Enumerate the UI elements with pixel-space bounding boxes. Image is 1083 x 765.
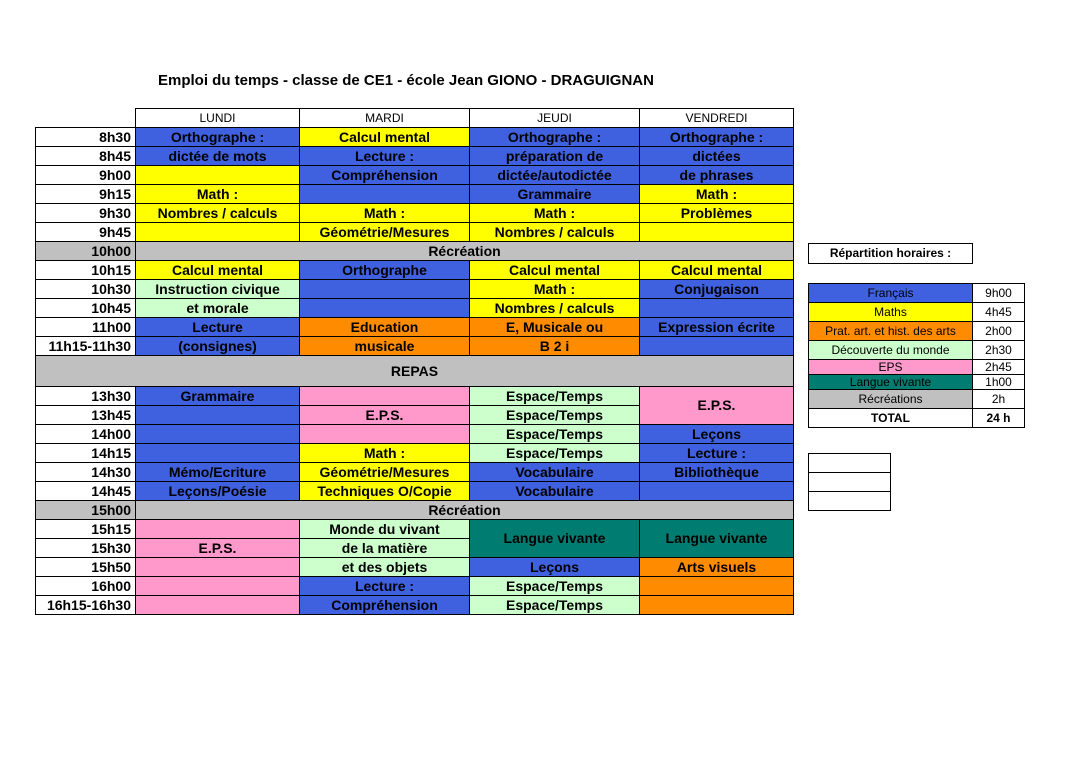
slot-cell: dictée/autodictée (470, 165, 640, 184)
repartition-hours: 2h45 (973, 360, 1025, 375)
slot-cell (640, 336, 794, 355)
slot-cell: Géométrie/Mesures (300, 222, 470, 241)
table-row (36, 260, 794, 279)
day-header: MARDI (300, 109, 470, 128)
slot-cell: Espace/Temps (470, 443, 640, 462)
repartition-row (809, 341, 1025, 360)
table-row (36, 557, 794, 576)
time-cell: 15h00 (36, 500, 136, 519)
repartition-hours: 1h00 (973, 375, 1025, 390)
empty-table (808, 453, 891, 511)
repartition-hours: 4h45 (973, 303, 1025, 322)
time-cell: 15h15 (36, 519, 136, 538)
slot-cell (300, 279, 470, 298)
empty-cell (809, 454, 891, 473)
slot-cell: Langue vivante (470, 519, 640, 557)
slot-cell: Grammaire (136, 386, 300, 405)
repartition-subject: Prat. art. et hist. des arts (809, 322, 973, 341)
table-row (36, 298, 794, 317)
slot-cell: de phrases (640, 165, 794, 184)
slot-cell: Lecture (136, 317, 300, 336)
table-row (36, 481, 794, 500)
slot-cell: Espace/Temps (470, 576, 640, 595)
slot-cell: Vocabulaire (470, 462, 640, 481)
slot-cell: Orthographe : (136, 127, 300, 146)
slot-cell (136, 222, 300, 241)
slot-cell: Lecture : (640, 443, 794, 462)
repartition-row (809, 409, 1025, 428)
table-row (36, 279, 794, 298)
empty-row (809, 454, 891, 473)
repartition-subject: TOTAL (809, 409, 973, 428)
time-cell: 16h00 (36, 576, 136, 595)
slot-cell (640, 595, 794, 614)
page-title: Emploi du temps - classe de CE1 - école Jean GIONO - DRAGUIGNAN (158, 72, 654, 89)
slot-cell: Géométrie/Mesures (300, 462, 470, 481)
slot-cell: Math : (300, 443, 470, 462)
empty-cell (809, 473, 891, 492)
slot-cell (136, 424, 300, 443)
slot-cell (136, 165, 300, 184)
slot-cell: Vocabulaire (470, 481, 640, 500)
repartition-row (809, 322, 1025, 341)
repartition-row (809, 303, 1025, 322)
repartition-hours: 24 h (973, 409, 1025, 428)
slot-cell: et morale (136, 298, 300, 317)
slot-cell: Orthographe : (640, 127, 794, 146)
time-cell: 11h00 (36, 317, 136, 336)
slot-cell: Espace/Temps (470, 405, 640, 424)
slot-cell (640, 222, 794, 241)
slot-cell: Math : (470, 203, 640, 222)
slot-cell (136, 519, 300, 538)
slot-cell: Mémo/Ecriture (136, 462, 300, 481)
slot-cell: Grammaire (470, 184, 640, 203)
table-row (36, 317, 794, 336)
table-row (36, 165, 794, 184)
time-cell: 14h30 (36, 462, 136, 481)
slot-cell: Calcul mental (640, 260, 794, 279)
recreation-cell: Récréation (136, 500, 794, 519)
slot-cell: E.P.S. (640, 386, 794, 424)
repartition-subject: EPS (809, 360, 973, 375)
time-cell: 13h45 (36, 405, 136, 424)
slot-cell: Compréhension (300, 595, 470, 614)
repartition-subject: Français (809, 284, 973, 303)
slot-cell: Nombres / calculs (136, 203, 300, 222)
slot-cell: et des objets (300, 557, 470, 576)
table-row (36, 576, 794, 595)
slot-cell: Arts visuels (640, 557, 794, 576)
slot-cell: Espace/Temps (470, 386, 640, 405)
time-cell: 10h15 (36, 260, 136, 279)
corner-cell (36, 109, 136, 128)
slot-cell: musicale (300, 336, 470, 355)
slot-cell: Leçons (470, 557, 640, 576)
slot-cell (300, 184, 470, 203)
slot-cell: dictées (640, 146, 794, 165)
repartition-subject: Langue vivante (809, 375, 973, 390)
time-cell: 9h15 (36, 184, 136, 203)
table-row (36, 203, 794, 222)
slot-cell: Techniques O/Copie (300, 481, 470, 500)
repartition-row (809, 360, 1025, 375)
repartition-row (809, 284, 1025, 303)
slot-cell: E, Musicale ou (470, 317, 640, 336)
slot-cell: Calcul mental (136, 260, 300, 279)
repas-row (36, 355, 794, 386)
slot-cell: Orthographe : (470, 127, 640, 146)
slot-cell: Nombres / calculs (470, 222, 640, 241)
slot-cell: Expression écrite (640, 317, 794, 336)
time-cell: 10h00 (36, 241, 136, 260)
slot-cell: préparation de (470, 146, 640, 165)
day-header: LUNDI (136, 109, 300, 128)
time-cell: 9h30 (36, 203, 136, 222)
time-cell: 16h15-16h30 (36, 595, 136, 614)
time-cell: 14h45 (36, 481, 136, 500)
slot-cell (300, 298, 470, 317)
header-row (36, 109, 794, 128)
slot-cell: Calcul mental (300, 127, 470, 146)
recreation-cell: Récréation (136, 241, 794, 260)
table-row (36, 127, 794, 146)
slot-cell: B 2 i (470, 336, 640, 355)
repartition-subject: Découverte du monde (809, 341, 973, 360)
time-cell: 15h30 (36, 538, 136, 557)
empty-cell (809, 492, 891, 511)
time-cell: 10h30 (36, 279, 136, 298)
empty-row (809, 473, 891, 492)
slot-cell: Monde du vivant (300, 519, 470, 538)
slot-cell: Math : (136, 184, 300, 203)
slot-cell: Calcul mental (470, 260, 640, 279)
slot-cell: Leçons (640, 424, 794, 443)
slot-cell: Education (300, 317, 470, 336)
time-cell: 15h50 (36, 557, 136, 576)
repartition-hours: 2h00 (973, 322, 1025, 341)
repartition-subject: Maths (809, 303, 973, 322)
slot-cell: Compréhension (300, 165, 470, 184)
slot-cell: Math : (640, 184, 794, 203)
slot-cell: (consignes) (136, 336, 300, 355)
day-header: JEUDI (470, 109, 640, 128)
slot-cell (136, 576, 300, 595)
slot-cell: Leçons/Poésie (136, 481, 300, 500)
slot-cell: Conjugaison (640, 279, 794, 298)
repartition-hours: 9h00 (973, 284, 1025, 303)
table-row (36, 222, 794, 241)
recreation-row (36, 241, 794, 260)
slot-cell (640, 481, 794, 500)
slot-cell: Lecture : (300, 146, 470, 165)
repartition-hours: 2h (973, 390, 1025, 409)
slot-cell (640, 576, 794, 595)
table-row (36, 519, 794, 538)
slot-cell: Espace/Temps (470, 595, 640, 614)
slot-cell: Bibliothèque (640, 462, 794, 481)
slot-cell: Math : (300, 203, 470, 222)
repas-cell: REPAS (36, 355, 794, 386)
table-row (36, 146, 794, 165)
day-header: VENDREDI (640, 109, 794, 128)
slot-cell (136, 595, 300, 614)
repartition-subject: Récréations (809, 390, 973, 409)
time-cell: 14h00 (36, 424, 136, 443)
slot-cell: Espace/Temps (470, 424, 640, 443)
time-cell: 10h45 (36, 298, 136, 317)
repartition-table (808, 283, 1025, 428)
slot-cell (136, 405, 300, 424)
slot-cell: Nombres / calculs (470, 298, 640, 317)
time-cell: 13h30 (36, 386, 136, 405)
time-cell: 11h15-11h30 (36, 336, 136, 355)
timetable (35, 108, 794, 615)
slot-cell: Orthographe (300, 260, 470, 279)
slot-cell (300, 386, 470, 405)
slot-cell (136, 557, 300, 576)
slot-cell (136, 443, 300, 462)
repartition-row (809, 375, 1025, 390)
slot-cell: Problèmes (640, 203, 794, 222)
slot-cell: E.P.S. (300, 405, 470, 424)
time-cell: 8h45 (36, 146, 136, 165)
slot-cell (640, 298, 794, 317)
table-row (36, 462, 794, 481)
slot-cell: Langue vivante (640, 519, 794, 557)
slot-cell: dictée de mots (136, 146, 300, 165)
table-row (36, 443, 794, 462)
table-row (36, 424, 794, 443)
slot-cell (300, 424, 470, 443)
time-cell: 9h00 (36, 165, 136, 184)
repartition-row (809, 390, 1025, 409)
repartition-hours: 2h30 (973, 341, 1025, 360)
time-cell: 8h30 (36, 127, 136, 146)
slot-cell: de la matière (300, 538, 470, 557)
recreation-row (36, 500, 794, 519)
table-row (36, 336, 794, 355)
slot-cell: Math : (470, 279, 640, 298)
table-row (36, 595, 794, 614)
empty-row (809, 492, 891, 511)
table-row (36, 184, 794, 203)
table-row (36, 386, 794, 405)
slot-cell: Lecture : (300, 576, 470, 595)
slot-cell: Instruction civique (136, 279, 300, 298)
time-cell: 9h45 (36, 222, 136, 241)
slot-cell: E.P.S. (136, 538, 300, 557)
repartition-title: Répartition horaires : (808, 243, 973, 264)
time-cell: 14h15 (36, 443, 136, 462)
